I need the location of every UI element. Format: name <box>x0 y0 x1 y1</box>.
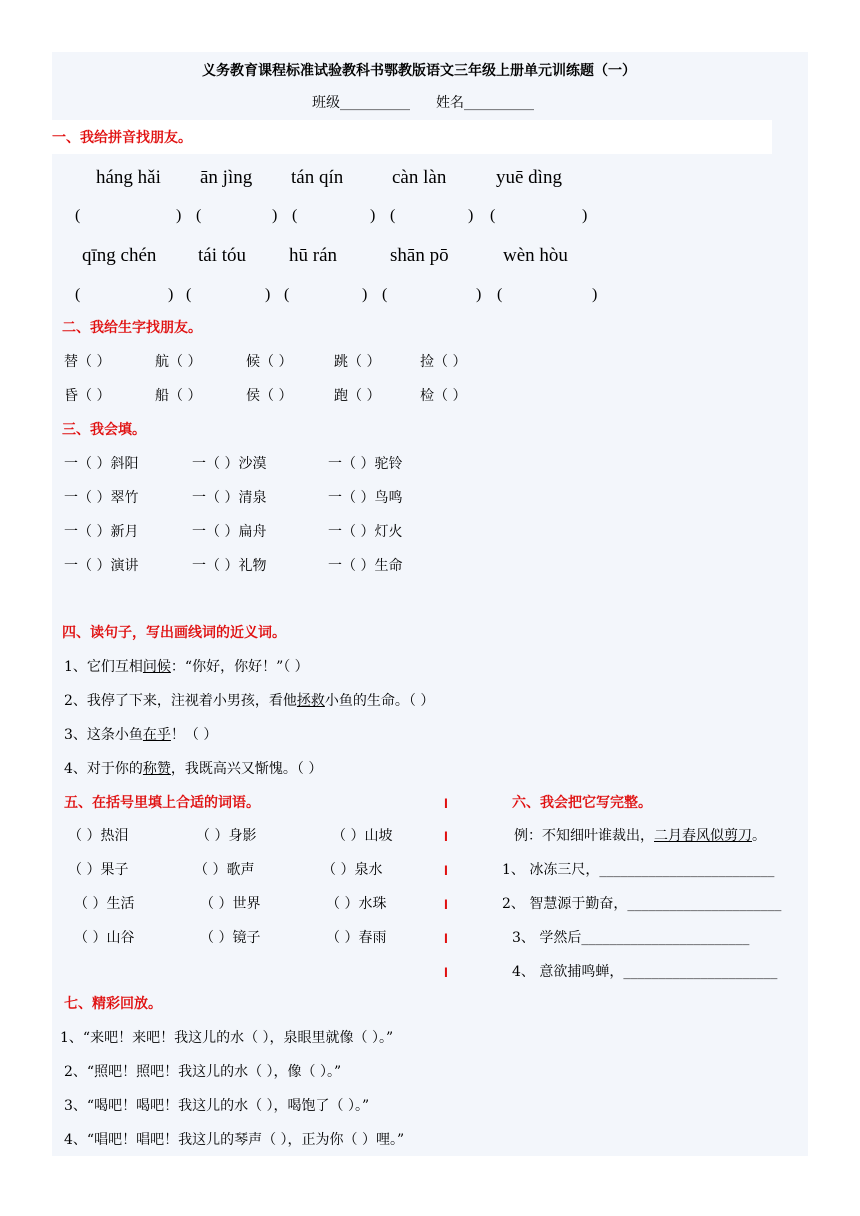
question-text: 1、它们互相 <box>64 659 143 675</box>
answer-paren: ) <box>176 207 182 224</box>
fill-word-item[interactable]: （ ）果子 <box>68 862 129 878</box>
answer-paren[interactable]: ( <box>186 286 192 303</box>
example-answer: 二月春风似剪刀 <box>654 828 752 844</box>
document-title: 义务教育课程标准试验教科书鄂教版语文三年级上册单元训练题（一） <box>202 63 636 79</box>
measure-word-item[interactable]: 一（ ）生命 <box>328 558 403 574</box>
pinyin-item: tán qín <box>291 167 344 188</box>
complete-poem-item-2[interactable]: 2、 智慧源于勤奋，______________________ <box>502 896 782 912</box>
example-text: 例：不知细叶谁裁出， <box>514 828 654 844</box>
section-1-heading: 一、我给拼音找朋友。 <box>52 130 192 146</box>
synonym-question-4[interactable] <box>64 760 322 778</box>
measure-word-item[interactable]: 一（ ）翠竹 <box>64 490 139 506</box>
pinyin-item: hū rán <box>289 245 338 266</box>
question-text: 小鱼的生命。（ ） <box>324 693 435 709</box>
char-item[interactable]: 候（ ） <box>246 354 293 370</box>
measure-word-item[interactable]: 一（ ）新月 <box>64 524 139 540</box>
char-item[interactable]: 航（ ） <box>155 354 202 370</box>
answer-paren: ) <box>468 207 474 224</box>
section-6-heading: 六、我会把它写完整。 <box>512 795 652 811</box>
answer-paren[interactable]: ( <box>196 207 202 224</box>
question-text: ：“你好，你好！”（ ） <box>170 659 309 675</box>
answer-paren[interactable]: ( <box>292 207 298 224</box>
question-text: 2、我停了下来，注视着小男孩，看他 <box>64 693 297 709</box>
fill-word-item[interactable]: （ ）热泪 <box>68 828 129 844</box>
pinyin-item: wèn hòu <box>503 245 568 266</box>
name-field[interactable]: 姓名__________ <box>436 95 534 111</box>
measure-word-item[interactable]: 一（ ）礼物 <box>192 558 267 574</box>
pinyin-item: yuē dìng <box>496 167 562 188</box>
example-text: 。 <box>752 828 766 844</box>
answer-paren[interactable]: ( <box>75 286 81 303</box>
answer-paren: ) <box>272 207 278 224</box>
answer-paren: ) <box>265 286 271 303</box>
class-field[interactable]: 班级__________ <box>312 95 410 111</box>
column-divider-mark: I <box>444 862 448 878</box>
recall-line-3[interactable]: 3、“喝吧！喝吧！我这儿的水（ ），喝饱了（ ）。” <box>64 1098 370 1114</box>
char-item[interactable]: 检（ ） <box>420 388 467 404</box>
section-2-heading: 二、我给生字找朋友。 <box>62 320 202 336</box>
underlined-word: 问候 <box>142 659 171 675</box>
recall-line-4[interactable]: 4、“唱吧！唱吧！我这儿的琴声（ ），正为你（ ）哩。” <box>64 1132 405 1148</box>
answer-paren[interactable]: ( <box>490 207 496 224</box>
fill-word-item[interactable]: （ ）山坡 <box>332 828 393 844</box>
underlined-word: 拯救 <box>296 693 325 709</box>
fill-word-item[interactable]: （ ）镜子 <box>200 930 261 946</box>
worksheet-background <box>52 52 808 1156</box>
measure-word-item[interactable]: 一（ ）鸟鸣 <box>328 490 403 506</box>
column-divider-mark: I <box>444 896 448 912</box>
complete-poem-item-4[interactable]: 4、 意欲捕鸣蝉，______________________ <box>512 964 778 980</box>
fill-word-item[interactable]: （ ）世界 <box>200 896 261 912</box>
char-item[interactable]: 侯（ ） <box>246 388 293 404</box>
fill-word-item[interactable]: （ ）春雨 <box>326 930 387 946</box>
column-divider-mark: I <box>444 795 448 811</box>
synonym-question-1[interactable] <box>64 658 309 676</box>
underlined-word: 在乎 <box>142 727 171 743</box>
question-text: ！（ ） <box>170 727 218 743</box>
answer-paren: ) <box>476 286 482 303</box>
underlined-word: 称赞 <box>142 761 171 777</box>
fill-word-item[interactable]: （ ）水珠 <box>326 896 387 912</box>
char-item[interactable]: 跳（ ） <box>334 354 381 370</box>
pinyin-item: ān jìng <box>200 167 253 188</box>
question-text: ，我既高兴又惭愧。（ ） <box>170 761 323 777</box>
measure-word-item[interactable]: 一（ ）扁舟 <box>192 524 267 540</box>
measure-word-item[interactable]: 一（ ）驼铃 <box>328 456 403 472</box>
column-divider-mark: I <box>444 964 448 980</box>
complete-poem-item-3[interactable]: 3、 学然后________________________ <box>512 930 750 946</box>
char-item[interactable]: 跑（ ） <box>334 388 381 404</box>
column-divider-mark: I <box>444 828 448 844</box>
section-4-heading: 四、读句子，写出画线词的近义词。 <box>62 625 286 641</box>
fill-word-item[interactable]: （ ）生活 <box>74 896 135 912</box>
section-5-heading: 五、在括号里填上合适的词语。 <box>64 795 260 811</box>
fill-word-item[interactable]: （ ）歌声 <box>194 862 255 878</box>
measure-word-item[interactable]: 一（ ）斜阳 <box>64 456 139 472</box>
pinyin-item: tái tóu <box>198 245 247 266</box>
question-text: 3、这条小鱼 <box>64 727 143 743</box>
measure-word-item[interactable]: 一（ ）灯火 <box>328 524 403 540</box>
question-text: 4、对于你的 <box>64 761 143 777</box>
complete-poem-item-1[interactable]: 1、 冰冻三尺，_________________________ <box>502 862 775 878</box>
pinyin-item: shān pō <box>390 245 449 266</box>
recall-line-2[interactable]: 2、“照吧！照吧！我这儿的水（ ），像（ ）。” <box>64 1064 342 1080</box>
pinyin-item: qīng chén <box>82 245 157 266</box>
measure-word-item[interactable]: 一（ ）沙漠 <box>192 456 267 472</box>
synonym-question-3[interactable] <box>64 726 217 744</box>
fill-word-item[interactable]: （ ）泉水 <box>322 862 383 878</box>
measure-word-item[interactable]: 一（ ）演讲 <box>64 558 139 574</box>
answer-paren[interactable]: ( <box>284 286 290 303</box>
char-item[interactable]: 替（ ） <box>64 354 111 370</box>
recall-line-1[interactable]: 1、“来吧！来吧！我这儿的水（ ），泉眼里就像（ ）。” <box>60 1030 394 1046</box>
answer-paren: ) <box>370 207 376 224</box>
answer-paren: ) <box>362 286 368 303</box>
synonym-question-2[interactable] <box>64 692 434 710</box>
pinyin-item: háng hǎi <box>96 167 161 188</box>
char-item[interactable]: 昏（ ） <box>64 388 111 404</box>
example-line <box>514 827 766 845</box>
section-3-heading: 三、我会填。 <box>62 422 146 438</box>
column-divider-mark: I <box>444 930 448 946</box>
answer-paren[interactable]: ( <box>75 207 81 224</box>
fill-word-item[interactable]: （ ）身影 <box>196 828 257 844</box>
answer-paren: ) <box>582 207 588 224</box>
measure-word-item[interactable]: 一（ ）清泉 <box>192 490 267 506</box>
fill-word-item[interactable]: （ ）山谷 <box>74 930 135 946</box>
section-7-heading: 七、精彩回放。 <box>64 996 162 1012</box>
char-item[interactable]: 捡（ ） <box>420 354 467 370</box>
answer-paren: ) <box>592 286 598 303</box>
answer-paren[interactable]: ( <box>390 207 396 224</box>
char-item[interactable]: 船（ ） <box>155 388 202 404</box>
answer-paren[interactable]: ( <box>382 286 388 303</box>
answer-paren: ) <box>168 286 174 303</box>
pinyin-item: càn làn <box>392 167 447 188</box>
answer-paren[interactable]: ( <box>497 286 503 303</box>
